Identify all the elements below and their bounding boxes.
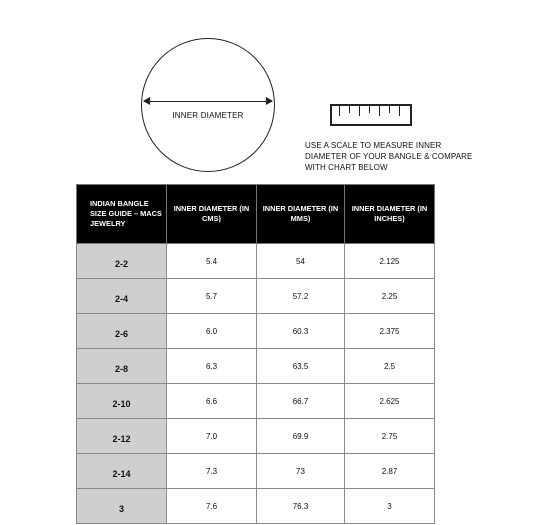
table-row — [77, 454, 435, 489]
mm-cell: 60.3 — [257, 314, 345, 349]
mm-cell: 73 — [257, 454, 345, 489]
cm-cell: 5.7 — [167, 279, 257, 314]
cm-cell: 5.4 — [167, 244, 257, 279]
ruler-tick — [369, 106, 370, 113]
table-row — [77, 489, 435, 524]
size-cell: 2-6 — [77, 314, 167, 349]
arrow-left-icon — [143, 97, 150, 105]
ruler-tick — [399, 106, 400, 116]
table-row — [77, 349, 435, 384]
table-row — [77, 419, 435, 454]
scale-instruction-text: USE A SCALE TO MEASURE INNER DIAMETER OF YOUR BANGLE & COMPARE WITH CHART BELOW — [305, 141, 473, 172]
inch-cell: 2.25 — [345, 279, 435, 314]
ruler-tick — [359, 106, 360, 116]
size-cell: 3 — [77, 489, 167, 524]
mm-cell: 66.7 — [257, 384, 345, 419]
inch-cell: 3 — [345, 489, 435, 524]
cm-cell: 7.3 — [167, 454, 257, 489]
inch-cell: 2.125 — [345, 244, 435, 279]
cm-cell: 7.6 — [167, 489, 257, 524]
header-diameter-mms: INNER DIAMETER (IN MMS) — [257, 185, 345, 244]
mm-cell: 76.3 — [257, 489, 345, 524]
diameter-line — [144, 101, 272, 102]
arrow-right-icon — [266, 97, 273, 105]
mm-cell: 63.5 — [257, 349, 345, 384]
mm-cell: 57.2 — [257, 279, 345, 314]
inner-diameter-label: INNER DIAMETER — [172, 111, 244, 120]
bangle-circle-diagram — [141, 38, 275, 172]
inch-cell: 2.5 — [345, 349, 435, 384]
inch-cell: 2.75 — [345, 419, 435, 454]
cm-cell: 6.3 — [167, 349, 257, 384]
ruler-icon — [330, 104, 412, 126]
size-cell: 2-14 — [77, 454, 167, 489]
mm-cell: 54 — [257, 244, 345, 279]
cm-cell: 7.0 — [167, 419, 257, 454]
size-cell: 2-4 — [77, 279, 167, 314]
table-header-row — [77, 185, 435, 244]
cm-cell: 6.0 — [167, 314, 257, 349]
size-cell: 2-12 — [77, 419, 167, 454]
ruler-tick — [379, 106, 380, 116]
size-cell: 2-2 — [77, 244, 167, 279]
header-diameter-inches: INNER DIAMETER (IN INCHES) — [345, 185, 435, 244]
table-row — [77, 279, 435, 314]
size-cell: 2-10 — [77, 384, 167, 419]
table-row — [77, 244, 435, 279]
size-cell: 2-8 — [77, 349, 167, 384]
table-row — [77, 384, 435, 419]
mm-cell: 69.9 — [257, 419, 345, 454]
ruler-tick — [349, 106, 350, 113]
bangle-size-table — [76, 184, 435, 524]
inch-cell: 2.625 — [345, 384, 435, 419]
inch-cell: 2.375 — [345, 314, 435, 349]
inch-cell: 2.87 — [345, 454, 435, 489]
ruler-tick — [389, 106, 390, 113]
header-diameter-cms: INNER DIAMETER (IN CMS) — [167, 185, 257, 244]
table-row — [77, 314, 435, 349]
ruler-tick — [339, 106, 340, 116]
cm-cell: 6.6 — [167, 384, 257, 419]
header-size-guide: INDIAN BANGLE SIZE GUIDE – MACS JEWELRY — [77, 185, 167, 244]
